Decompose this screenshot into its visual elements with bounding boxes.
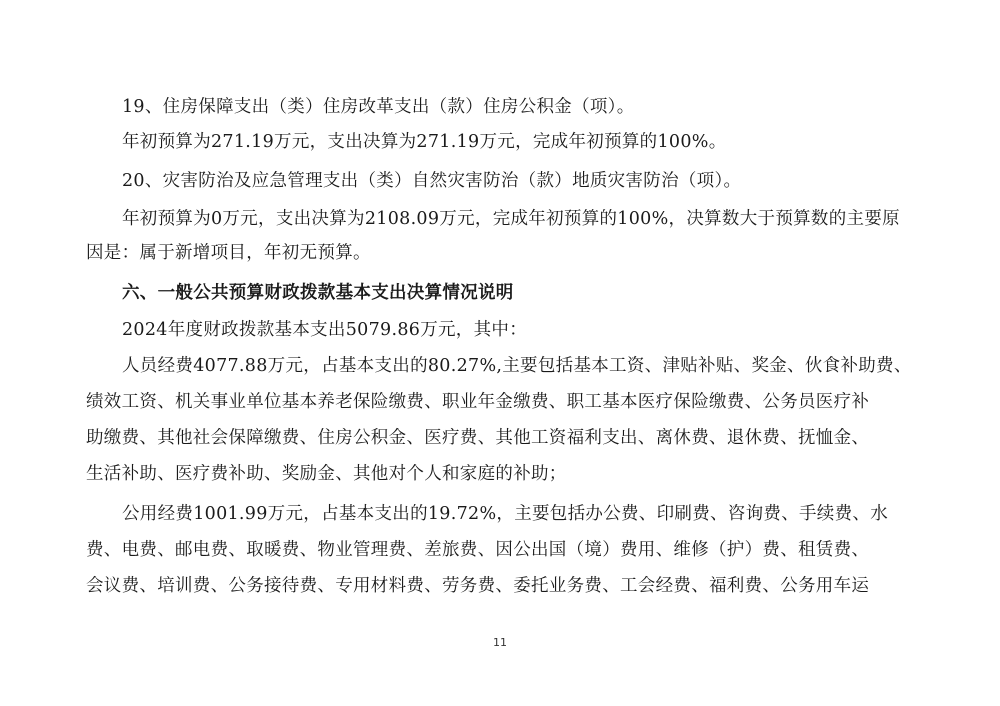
page-number: 11 (493, 636, 507, 649)
personnel-expense-text: 人员经费4077.88万元，占基本支出的80.27%,主要包括基本工资、津贴补贴、奖金、伙食补助费、 (122, 356, 912, 376)
item-20-budget-text: 年初预算为0万元，支出决算为2108.09万元，完成年初预算的100%，决算数大于预算数的主要原 (122, 209, 900, 229)
item-20-heading: 20、灾害防治及应急管理支出（类）自然灾害防治（款）地质灾害防治（项）。 (122, 171, 742, 191)
public-expense-text-3: 会议费、培训费、公务接待费、专用材料费、劳务费、委托业务费、工会经费、福利费、公务用车运 (86, 576, 870, 596)
item-19-heading: 19、住房保障支出（类）住房改革支出（款）住房公积金（项）。 (122, 97, 635, 117)
item-20-budget-text-cont: 因是：属于新增项目，年初无预算。 (86, 243, 371, 263)
personnel-expense-text-4: 生活补助、医疗费补助、奖励金、其他对个人和家庭的补助； (86, 464, 567, 484)
basic-expense-summary: 2024年度财政拨款基本支出5079.86万元，其中： (122, 320, 528, 340)
personnel-expense-text-3: 助缴费、其他社会保障缴费、住房公积金、医疗费、其他工资福利支出、离休费、退休费、抚恤金、 (86, 428, 870, 448)
public-expense-text-2: 费、电费、邮电费、取暖费、物业管理费、差旅费、因公出国（境）费用、维修（护）费、租赁费、 (86, 540, 870, 560)
item-19-budget-text: 年初预算为271.19万元，支出决算为271.19万元，完成年初预算的100%。 (122, 132, 727, 152)
public-expense-text: 公用经费1001.99万元，占基本支出的19.72%，主要包括办公费、印刷费、咨询费、手续费、水 (122, 504, 888, 524)
section-six-heading: 六、一般公共预算财政拨款基本支出决算情况说明 (122, 283, 514, 303)
personnel-expense-text-2: 绩效工资、机关事业单位基本养老保险缴费、职业年金缴费、职工基本医疗保险缴费、公务员医疗补 (86, 392, 870, 412)
